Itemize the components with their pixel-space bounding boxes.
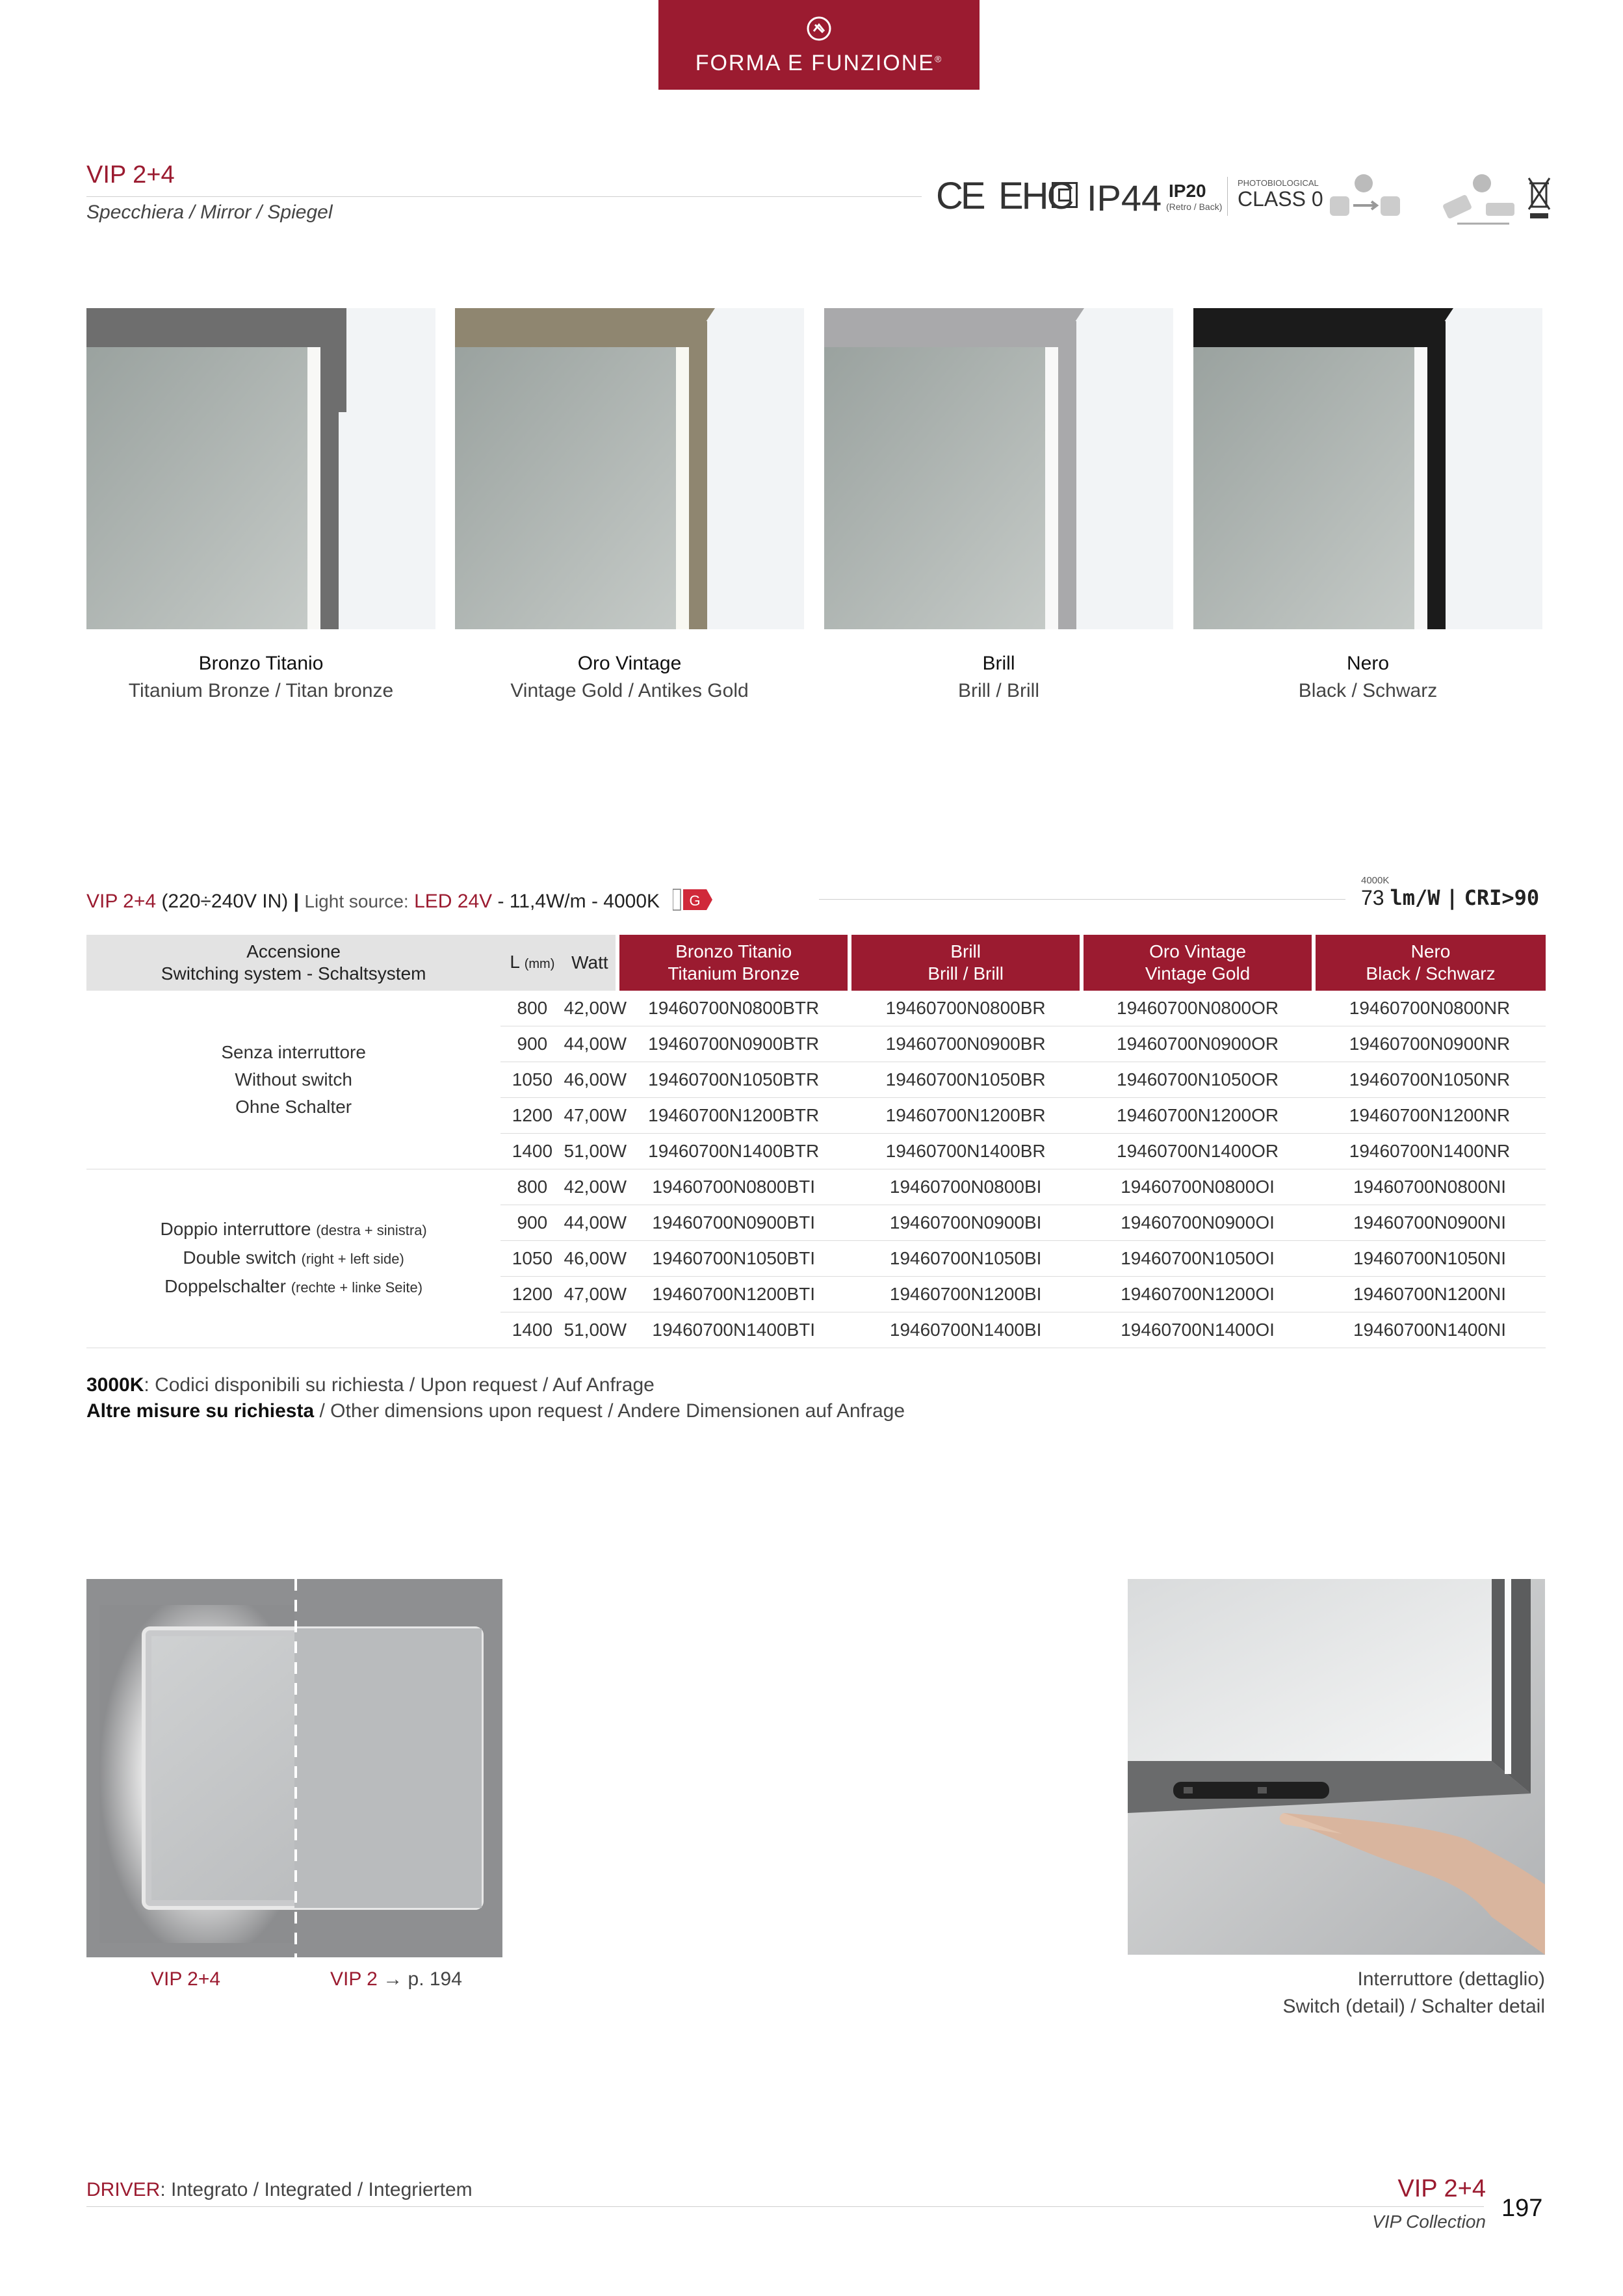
spec-led: LED 24V [414,891,493,912]
product-code-cell: 19460700N1200NR [1314,1098,1546,1134]
finish-image-nero [1193,308,1542,629]
caption-switch-detail: Interruttore (dettaglio) [1357,1968,1545,1990]
header-oro-vintage: Oro Vintage Vintage Gold [1082,935,1314,991]
product-code-cell: 19460700N1200OI [1082,1277,1314,1312]
product-code-cell: 19460700N0800NI [1314,1169,1546,1205]
switch-type-label: Without switch [235,1069,352,1089]
product-code-cell: 19460700N1200BTR [617,1098,850,1134]
product-code-cell: 19460700N1050BR [850,1062,1082,1098]
ip20-rating: IP20 [1169,181,1206,201]
header-divider [86,196,922,197]
product-code-cell: 19460700N1200BI [850,1277,1082,1312]
footer-product-title: VIP 2+4 [1397,2175,1486,2202]
mirror-corner-image [86,308,435,629]
photobiological-class: CLASS 0 [1238,187,1323,211]
brand-logo [658,0,980,90]
length-cell: 1050 [500,1241,564,1277]
page-title: VIP 2+4 [86,161,175,189]
switch-type-line [86,1093,500,1121]
product-code-cell: 19460700N1400NI [1314,1312,1546,1348]
product-code-cell: 19460700N1400OR [1082,1134,1314,1169]
header-bronzo-titanio: Bronzo Titanio Titanium Bronze [617,935,850,991]
watt-cell: 51,00W [564,1312,618,1348]
finish-alt-name: Brill / Brill [958,680,1039,701]
watt-cell: 51,00W [564,1134,618,1169]
length-cell: 900 [500,1026,564,1062]
spec-divider [819,899,1345,900]
product-code-cell: 19460700N0800OI [1082,1169,1314,1205]
switch-type-line [86,1039,500,1066]
header-nero: Nero Black / Schwarz [1314,935,1546,991]
product-code-cell: 19460700N0900BI [850,1205,1082,1241]
product-code-cell: 19460700N0900NR [1314,1026,1546,1062]
vip-comparison-image [86,1579,502,1957]
table-row [86,991,1546,1026]
length-cell: 900 [500,1205,564,1241]
finish-alt-name: Black / Schwarz [1298,680,1438,701]
product-code-cell: 19460700N1200NI [1314,1277,1546,1312]
product-code-cell: 19460700N1050NR [1314,1062,1546,1098]
weee-bin-icon [1526,176,1552,221]
product-code-cell: 19460700N1400BR [850,1134,1082,1169]
product-code-cell: 19460700N1400BTR [617,1134,850,1169]
watt-cell: 46,00W [564,1062,618,1098]
switch-type-note: (right + left side) [301,1251,404,1267]
watt-cell: 44,00W [564,1205,618,1241]
finish-name: Oro Vintage [577,653,682,674]
product-code-cell: 19460700N1050OI [1082,1241,1314,1277]
switch-type-label: Double switch [183,1247,296,1268]
finish-alt-name: Vintage Gold / Antikes Gold [510,680,749,701]
product-code-cell: 19460700N1400BTI [617,1312,850,1348]
product-code-cell: 19460700N1050BTI [617,1241,850,1277]
product-code-cell: 19460700N1050BTR [617,1062,850,1098]
ip44-rating: IP44 [1087,177,1162,218]
product-code-cell: 19460700N1050NI [1314,1241,1546,1277]
switch-type-line [86,1244,500,1273]
table-header-row [86,935,1546,991]
watt-cell: 44,00W [564,1026,618,1062]
product-code-cell: 19460700N0800BTI [617,1169,850,1205]
page-reference-link[interactable]: → p. 194 [383,1968,462,1990]
watt-cell: 46,00W [564,1241,618,1277]
mirror-corner-image [455,308,804,629]
spec-product: VIP 2+4 [86,891,157,912]
switch-type-label: Doppio interruttore [160,1219,311,1239]
spec-light-label: Light source: [304,891,409,911]
brand-name: FORMA E FUNZIONE® [695,51,943,75]
caption-vip-2: VIP 2 → p. 194 [330,1968,462,1990]
class-ii-icon [1052,182,1078,208]
finish-alt-name: Titanium Bronze / Titan bronze [128,680,394,701]
length-cell: 1050 [500,1062,564,1098]
length-cell: 1400 [500,1134,564,1169]
page-number: 197 [1501,2195,1543,2222]
spec-separator: | [293,891,300,912]
product-code-cell: 19460700N0800NR [1314,991,1546,1026]
product-code-cell: 19460700N1400NR [1314,1134,1546,1169]
length-cell: 1200 [500,1098,564,1134]
switch-type-cell [86,991,500,1169]
finish-name: Nero [1346,653,1390,674]
table-row [86,1169,1546,1205]
spec-power: - 11,4W/m - 4000K [497,891,660,912]
length-cell: 800 [500,991,564,1026]
watt-cell: 42,00W [564,1169,618,1205]
product-codes-table [86,935,1546,1348]
header-watt: Watt [564,935,618,991]
switch-type-line [86,1216,500,1244]
energy-class-badge [673,888,713,911]
driver-info: DRIVER: Integrato / Integrated / Integriertem [86,2179,473,2200]
switch-type-label: Senza interruttore [221,1042,366,1062]
switch-type-cell [86,1169,500,1348]
caption-vip-2-4: VIP 2+4 [151,1968,221,1990]
product-code-cell: 19460700N0900BTI [617,1205,850,1241]
product-code-cell: 19460700N0900NI [1314,1205,1546,1241]
product-code-cell: 19460700N0800OR [1082,991,1314,1026]
eac-mark: EHC [998,175,1072,217]
product-code-cell: 19460700N1400OI [1082,1312,1314,1348]
lamp-replaceable-icon [1325,169,1422,228]
switch-detail-image [1128,1579,1545,1955]
driver-replaceable-icon [1431,169,1529,228]
switch-detail-illustration [1128,1579,1545,1955]
product-code-cell: 19460700N1200OR [1082,1098,1314,1134]
caption-switch-detail-translation: Switch (detail) / Schalter detail [1282,1996,1545,2017]
cert-divider [1227,177,1228,216]
mirror-corner-image [824,308,1173,629]
product-code-cell: 19460700N0900BR [850,1026,1082,1062]
switch-type-line [86,1066,500,1093]
ce-mark: CE [936,175,983,217]
finish-image-oro-vintage [455,308,804,629]
footer-divider [86,2206,1484,2207]
finish-name: Bronzo Titanio [198,653,324,674]
switch-type-note: (rechte + linke Seite) [291,1279,423,1296]
efficacy-separator: | [1446,885,1459,910]
spec-line [86,884,713,913]
switch-type-label: Ohne Schalter [235,1097,352,1117]
mirror-comparison-illustration [86,1579,502,1957]
footer-collection: VIP Collection [1372,2211,1486,2232]
product-code-cell: 19460700N1050BI [850,1241,1082,1277]
mirror-corner-image [1193,308,1542,629]
product-code-cell: 19460700N0800BI [850,1169,1082,1205]
energy-class-letter: G [689,893,701,909]
efficacy-unit: lm/W [1390,885,1440,910]
switch-type-label: Doppelschalter [164,1276,286,1296]
note-dimensions: Altre misure su richiesta / Other dimensions upon request / Andere Dimensionen auf Anfrage [86,1400,905,1422]
length-cell: 1400 [500,1312,564,1348]
header-length: L (mm) [500,935,564,991]
efficacy [1361,885,1539,910]
watt-cell: 47,00W [564,1098,618,1134]
length-cell: 800 [500,1169,564,1205]
product-code-cell: 19460700N1050OR [1082,1062,1314,1098]
finish-image-brill [824,308,1173,629]
product-code-cell: 19460700N1200BR [850,1098,1082,1134]
finish-image-bronzo-titanio [86,308,435,629]
length-cell: 1200 [500,1277,564,1312]
header-brill: Brill Brill / Brill [850,935,1082,991]
product-code-cell: 19460700N1400BI [850,1312,1082,1348]
note-3000k: 3000K: Codici disponibili su richiesta / Upon request / Auf Anfrage [86,1374,655,1396]
product-code-cell: 19460700N0900OI [1082,1205,1314,1241]
spec-voltage: (220÷240V IN) [161,891,289,912]
cri-value: CRI>90 [1464,885,1540,910]
certification-strip [936,169,1553,228]
switch-type-line [86,1273,500,1301]
product-code-cell: 19460700N0900OR [1082,1026,1314,1062]
efficacy-value: 73 [1361,886,1384,909]
switch-type-note: (destra + sinistra) [316,1222,427,1238]
product-code-cell: 19460700N0800BR [850,991,1082,1026]
brand-mark-icon [806,16,832,42]
finish-name: Brill [982,653,1015,674]
cct-label: 4000K [1361,875,1390,886]
ip20-note: (Retro / Back) [1166,202,1223,212]
watt-cell: 42,00W [564,991,618,1026]
header-switch: Accensione Switching system - Schaltsystem [86,935,500,991]
page-subtitle: Specchiera / Mirror / Spiegel [86,202,333,223]
photobiological-label: PHOTOBIOLOGICAL [1238,178,1319,188]
watt-cell: 47,00W [564,1277,618,1312]
table-body [86,991,1546,1348]
product-code-cell: 19460700N0900BTR [617,1026,850,1062]
product-code-cell: 19460700N0800BTR [617,991,850,1026]
product-code-cell: 19460700N1200BTI [617,1277,850,1312]
